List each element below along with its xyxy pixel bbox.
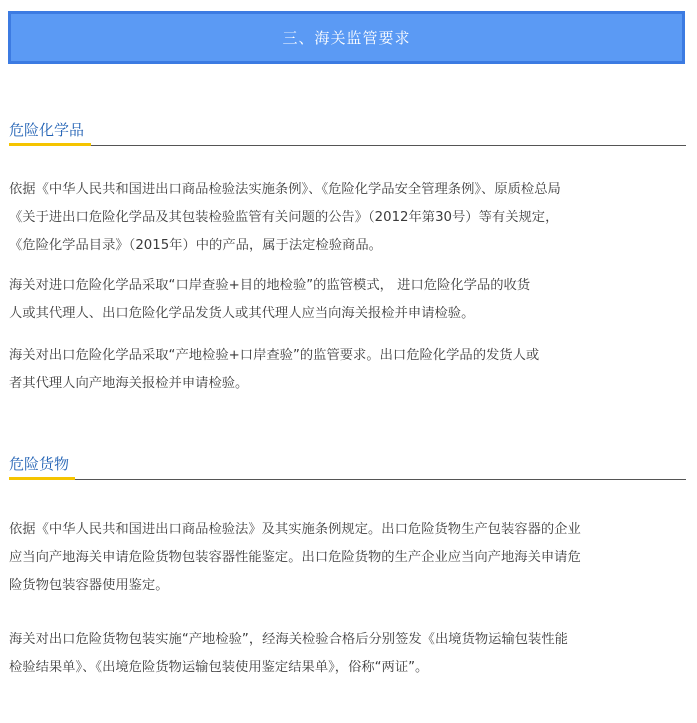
- section-title: 危险货物: [9, 455, 70, 473]
- text-line: 《危险化学品目录》（2015年）中的产品，属于法定检验商品。: [9, 238, 382, 253]
- paragraph: [9, 516, 689, 600]
- text-line: 险货物包装容器使用鉴定。: [9, 578, 169, 593]
- section-banner: [8, 11, 685, 64]
- text-line: 《关于进出口危险化学品及其包装检验监管有关问题的公告》（2012年第30号）等有关规定，: [9, 210, 559, 225]
- banner-title: 三、海关监管要求: [282, 29, 411, 47]
- text-line: 检验结果单》、《出境危险货物运输包装使用鉴定结果单》，俗称“两证”。: [9, 660, 429, 675]
- heading-accent-bar: [9, 477, 75, 480]
- text-line: 海关对进口危险化学品采取“口岸查验+目的地检验”的监管模式， 进口危险化学品的收货: [9, 278, 531, 293]
- section-title: 危险化学品: [9, 121, 85, 139]
- section-heading-hazardous-chemicals: [9, 121, 686, 146]
- text-line: 海关对出口危险化学品采取“产地检验+口岸查验”的监管要求。出口危险化学品的发货人或: [9, 348, 540, 363]
- text-line: 依据《中华人民共和国进出口商品检验法》及其实施条例规定。出口危险货物生产包装容器的企业: [9, 522, 581, 537]
- section-heading-dangerous-goods: [9, 455, 686, 480]
- text-line: 应当向产地海关申请危险货物包装容器性能鉴定。出口危险货物的生产企业应当向产地海关申请危: [9, 550, 581, 565]
- paragraph: [9, 342, 689, 398]
- paragraph: [9, 176, 689, 260]
- text-line: 依据《中华人民共和国进出口商品检验法实施条例》、《危险化学品安全管理条例》、原质检总局: [9, 182, 561, 197]
- paragraph: [9, 626, 689, 682]
- heading-accent-bar: [9, 143, 91, 146]
- paragraph: [9, 272, 689, 328]
- text-line: 者其代理人向产地海关报检并申请检验。: [9, 376, 249, 391]
- text-line: 人或其代理人、出口危险化学品发货人或其代理人应当向海关报检并申请检验。: [9, 306, 475, 321]
- text-line: 海关对出口危险货物包装实施“产地检验”，经海关检验合格后分别签发《出境货物运输包装性能: [9, 632, 568, 647]
